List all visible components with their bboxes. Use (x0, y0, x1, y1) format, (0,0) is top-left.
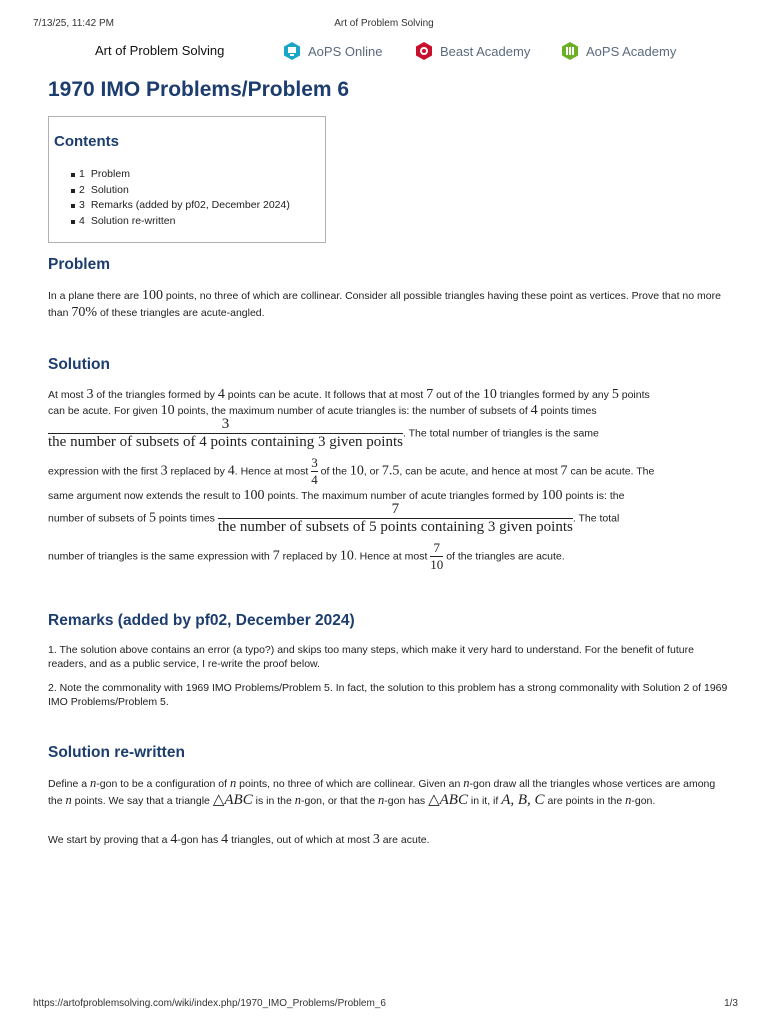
toc-item-problem[interactable]: 1 Problem (79, 167, 290, 183)
toc-list (79, 167, 290, 229)
problem-text: In a plane there are 100 points, no three of which are collinear. Consider all possible triangles having these point as vertices. Prove that no more than 70% of these triangles are acute-angled. (48, 288, 721, 320)
rewritten-paragraph-2: We start by proving that a 4-gon has 4 triangles, out of which at most 3 are acute. (48, 832, 430, 847)
nav-label: AoPS Academy (586, 43, 677, 59)
page-number: 1/3 (724, 998, 738, 1009)
remarks-paragraph-2: 2. Note the commonality with 1969 IMO Problems/Problem 5. In fact, the solution to this problem has a strong commonality with Solution 2 of 1969 IMO Problems/Problem 5. (48, 682, 728, 708)
nav-aops-online[interactable] (282, 40, 382, 62)
fraction: $\frac{3}{4}$ (311, 455, 318, 487)
print-date: 7/13/25, 11:42 PM (33, 18, 114, 29)
aops-academy-icon (560, 41, 580, 61)
solution-line-7: number of triangles is the same expression with 7 replaced by 10. Hence at most $\frac{7}{10}$ of the triangles are acute. (48, 540, 565, 572)
toc-item-solution-rewritten[interactable]: 4 Solution re-written (79, 214, 290, 230)
top-nav (0, 40, 768, 62)
nav-beast-academy[interactable] (414, 40, 530, 62)
math: 70% (71, 304, 98, 320)
remarks-heading: Remarks (added by pf02, December 2024) (48, 612, 355, 629)
fraction: $\frac{3}{\text{the number of subsets of 4 points containing 3 given points}}$ (48, 416, 403, 450)
problem-heading: Problem (48, 256, 111, 273)
rewritten-heading: Solution re-written (48, 744, 185, 761)
toc-title: Contents (54, 133, 119, 150)
aops-online-icon (282, 41, 302, 61)
solution-line-6: number of subsets of 5 points times $\frac{7}{\text{the number of subsets of 5 points containing 3 given points}}$ . The total (48, 501, 620, 535)
beast-academy-icon (414, 41, 434, 61)
nav-aops-academy[interactable] (560, 40, 676, 62)
fraction: $\frac{7}{10}$ (430, 540, 444, 572)
math: 100 (141, 288, 163, 303)
solution-line-2: can be acute. For given 10 points, the maximum number of acute triangles is: the number of subsets of 4 points times (48, 403, 597, 418)
remarks-paragraph-1: 1. The solution above contains an error (a typo?) and skips too many steps, which make it very hard to understand. For the benefit of future readers, and as a public service, I re-write the proof below. (48, 644, 694, 670)
fraction: $\frac{7}{\text{the number of subsets of 5 points containing 3 given points}}$ (217, 501, 573, 535)
solution-heading: Solution (48, 356, 110, 373)
solution-line-1: At most 3 of the triangles formed by 4 points can be acute. It follows that at most 7 out of the 10 triangles formed by any 5 points (48, 387, 650, 402)
nav-label: AoPS Online (308, 43, 383, 59)
footer-url: https://artofproblemsolving.com/wiki/index.php/1970_IMO_Problems/Problem_6 (33, 998, 386, 1009)
rewritten-paragraph-1: Define a n-gon to be a configuration of n points, no three of which are collinear. Given an n-gon draw all the triangles whose vertices are among the n points. We say that a triangle △ABC is in the n-gon, or that the n-gon has △ABC in it, if A, B, C are points in the n-gon. (48, 776, 716, 808)
page-title: 1970 IMO Problems/Problem 6 (48, 78, 350, 101)
print-page-title: Art of Problem Solving (334, 18, 434, 29)
toc-item-remarks[interactable]: 3 Remarks (added by pf02, December 2024) (79, 198, 290, 214)
nav-label: Beast Academy (440, 43, 531, 59)
brand-link[interactable]: Art of Problem Solving (95, 43, 225, 58)
solution-line-5: same argument now extends the result to 100 points. The maximum number of acute triangles formed by 100 points is: the (48, 488, 625, 503)
toc-item-solution[interactable]: 2 Solution (79, 183, 290, 199)
table-of-contents (48, 116, 326, 243)
solution-line-4: expression with the first 3 replaced by 4. Hence at most $\frac{3}{4}$ of the 10, or 7.5, can be acute, and hence at most 7 can be acute. The (48, 455, 655, 487)
solution-line-3: $\frac{3}{\text{the number of subsets of 4 points containing 3 given points}}$ . The total number of triangles is the same (48, 416, 599, 450)
